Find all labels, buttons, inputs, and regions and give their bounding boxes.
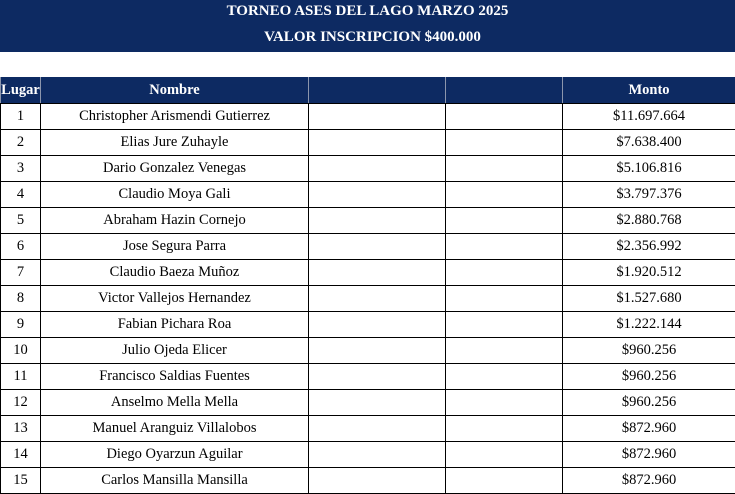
- table-row: [1, 286, 735, 312]
- empty-cell: [446, 156, 563, 182]
- table-row: [1, 234, 735, 260]
- empty-cell: [446, 182, 563, 208]
- table-row: [1, 208, 735, 234]
- monto-cell: $3.797.376: [563, 182, 735, 208]
- column-header-lugar: Lugar: [1, 77, 41, 104]
- empty-cell: [309, 130, 446, 156]
- title-banner: [0, 0, 735, 52]
- lugar-cell: 9: [1, 312, 41, 338]
- lugar-cell: 1: [1, 104, 41, 130]
- empty-cell: [446, 338, 563, 364]
- empty-cell: [446, 104, 563, 130]
- empty-cell: [446, 416, 563, 442]
- empty-cell: [309, 182, 446, 208]
- nombre-cell: Carlos Mansilla Mansilla: [41, 468, 309, 494]
- results-table: [0, 77, 735, 494]
- table-row: [1, 416, 735, 442]
- nombre-cell: Dario Gonzalez Venegas: [41, 156, 309, 182]
- nombre-cell: Francisco Saldias Fuentes: [41, 364, 309, 390]
- empty-cell: [309, 104, 446, 130]
- nombre-cell: Claudio Baeza Muñoz: [41, 260, 309, 286]
- nombre-cell: Manuel Aranguiz Villalobos: [41, 416, 309, 442]
- table-row: [1, 260, 735, 286]
- lugar-cell: 4: [1, 182, 41, 208]
- monto-cell: $872.960: [563, 442, 735, 468]
- table-row: [1, 156, 735, 182]
- empty-cell: [446, 234, 563, 260]
- column-header-monto: Monto: [563, 77, 735, 104]
- table-row: [1, 182, 735, 208]
- empty-cell: [309, 286, 446, 312]
- monto-cell: $1.920.512: [563, 260, 735, 286]
- lugar-cell: 2: [1, 130, 41, 156]
- nombre-cell: Anselmo Mella Mella: [41, 390, 309, 416]
- column-header-blank-1: [309, 77, 446, 104]
- monto-cell: $2.356.992: [563, 234, 735, 260]
- nombre-cell: Elias Jure Zuhayle: [41, 130, 309, 156]
- lugar-cell: 5: [1, 208, 41, 234]
- empty-cell: [446, 312, 563, 338]
- tournament-title: TORNEO ASES DEL LAGO MARZO 2025: [0, 3, 735, 20]
- nombre-cell: Diego Oyarzun Aguilar: [41, 442, 309, 468]
- empty-cell: [446, 390, 563, 416]
- empty-cell: [309, 442, 446, 468]
- monto-cell: $2.880.768: [563, 208, 735, 234]
- registration-fee: VALOR INSCRIPCION $400.000: [0, 29, 735, 46]
- monto-cell: $960.256: [563, 364, 735, 390]
- empty-cell: [309, 156, 446, 182]
- lugar-cell: 15: [1, 468, 41, 494]
- column-header-blank-2: [446, 77, 563, 104]
- empty-cell: [446, 208, 563, 234]
- empty-cell: [446, 468, 563, 494]
- column-header-nombre: Nombre: [41, 77, 309, 104]
- monto-cell: $11.697.664: [563, 104, 735, 130]
- empty-cell: [309, 338, 446, 364]
- empty-cell: [446, 286, 563, 312]
- empty-cell: [309, 416, 446, 442]
- monto-cell: $7.638.400: [563, 130, 735, 156]
- monto-cell: $1.222.144: [563, 312, 735, 338]
- lugar-cell: 13: [1, 416, 41, 442]
- table-row: [1, 130, 735, 156]
- nombre-cell: Abraham Hazin Cornejo: [41, 208, 309, 234]
- table-row: [1, 364, 735, 390]
- empty-cell: [309, 364, 446, 390]
- nombre-cell: Claudio Moya Gali: [41, 182, 309, 208]
- nombre-cell: Christopher Arismendi Gutierrez: [41, 104, 309, 130]
- lugar-cell: 7: [1, 260, 41, 286]
- table-row: [1, 104, 735, 130]
- lugar-cell: 14: [1, 442, 41, 468]
- table-row: [1, 442, 735, 468]
- table-row: [1, 312, 735, 338]
- empty-cell: [309, 312, 446, 338]
- empty-cell: [446, 364, 563, 390]
- lugar-cell: 12: [1, 390, 41, 416]
- empty-cell: [309, 390, 446, 416]
- empty-cell: [446, 442, 563, 468]
- table-row: [1, 468, 735, 494]
- empty-cell: [309, 208, 446, 234]
- nombre-cell: Jose Segura Parra: [41, 234, 309, 260]
- monto-cell: $1.527.680: [563, 286, 735, 312]
- nombre-cell: Fabian Pichara Roa: [41, 312, 309, 338]
- lugar-cell: 6: [1, 234, 41, 260]
- table-row: [1, 338, 735, 364]
- monto-cell: $960.256: [563, 338, 735, 364]
- monto-cell: $960.256: [563, 390, 735, 416]
- lugar-cell: 3: [1, 156, 41, 182]
- table-header-row: [1, 77, 735, 104]
- nombre-cell: Victor Vallejos Hernandez: [41, 286, 309, 312]
- nombre-cell: Julio Ojeda Elicer: [41, 338, 309, 364]
- empty-cell: [446, 260, 563, 286]
- lugar-cell: 11: [1, 364, 41, 390]
- table-row: [1, 390, 735, 416]
- empty-cell: [309, 260, 446, 286]
- monto-cell: $872.960: [563, 468, 735, 494]
- lugar-cell: 8: [1, 286, 41, 312]
- monto-cell: $5.106.816: [563, 156, 735, 182]
- lugar-cell: 10: [1, 338, 41, 364]
- empty-cell: [309, 234, 446, 260]
- monto-cell: $872.960: [563, 416, 735, 442]
- empty-cell: [446, 130, 563, 156]
- empty-cell: [309, 468, 446, 494]
